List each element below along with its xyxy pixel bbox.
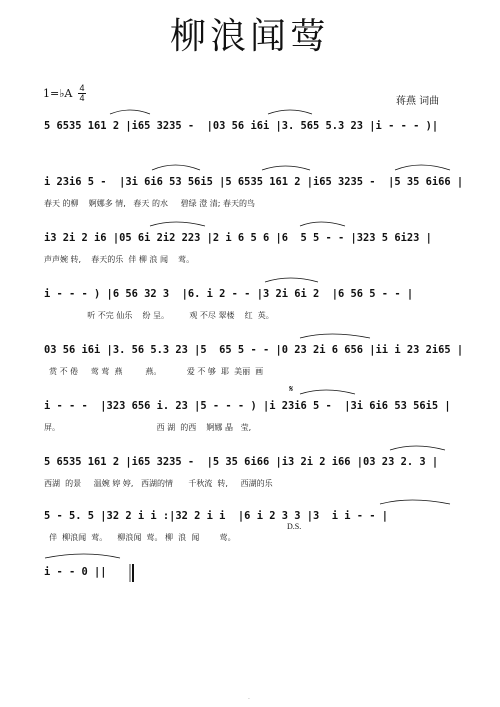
score-row-5 xyxy=(44,344,464,382)
score-row-6 xyxy=(44,400,464,438)
slur-arc xyxy=(390,446,445,450)
lyrics-row-5: 赏 不 倦 莺 莺 燕 燕。 爱 不 够 耶 美丽 画 xyxy=(44,367,264,376)
lyrics-row-8: 伴 柳浪闻 莺。 柳浪闻 莺。 柳 浪 闻 莺。 xyxy=(44,533,236,542)
score-row-3 xyxy=(44,232,464,270)
notes-row-4: i - - - ) |6 56 32 3 |6. i 2 - - |3 2i 6i 2 |6 56 5 - - | xyxy=(44,288,414,300)
slur-arc xyxy=(380,500,450,504)
notes-row-1: 5 6535 161 2 |i65 3235 - |03 56 i6i |3. 565 5.3 23 |i - - - )| xyxy=(44,120,439,132)
footer-mark: . xyxy=(248,694,250,701)
time-signature-bottom: 4 xyxy=(79,93,85,103)
lyrics-row-4: 听 不完 仙乐 纷 呈。 观 不尽 翠楼 红 英。 xyxy=(44,311,274,320)
time-signature xyxy=(78,84,86,103)
score-row-9 xyxy=(44,566,464,604)
notes-row-5: 03 56 i6i |3. 56 5.3 23 |5 65 5 - - |0 23 2i 6 656 |ii i 23 2i65 | xyxy=(44,344,464,356)
slur-arc xyxy=(45,554,120,558)
author-credit: 蒋燕 词曲 xyxy=(396,96,440,107)
slur-arc xyxy=(268,110,312,114)
lyrics-row-2: 春天 的柳 婀娜多 情, 春天 的水 碧绿 澄 清; 春天的鸟 xyxy=(44,199,256,208)
slur-arc xyxy=(262,166,310,170)
score-row-2 xyxy=(44,176,464,214)
slur-arc xyxy=(152,165,200,170)
lyrics-row-6: 屏。 西 湖 的西 婀娜 晶 莹, xyxy=(44,423,252,432)
notes-row-9: i - - 0 || xyxy=(44,566,107,578)
lyrics-row-7: 西湖 的景 温婉 婷 婷, 西湖的情 千秋流 转, 西湖的乐 xyxy=(44,479,273,488)
time-signature-top: 4 xyxy=(79,83,85,93)
notes-row-8: 5 - 5. 5 |32 2 i i :|32 2 i i |6 i 2 3 3 |3 i i - - | xyxy=(44,510,389,522)
notes-row-2: i 23i6 5 - |3i 6i6 53 56i5 |5 6535 161 2 |i65 3235 - |5 35 6i66 | xyxy=(44,176,464,188)
slur-arc xyxy=(395,165,450,170)
slur-arc xyxy=(265,278,318,282)
notes-row-7: 5 6535 161 2 |i65 3235 - |5 35 6i66 |i3 2i 2 i66 |03 23 2. 3 | xyxy=(44,456,439,468)
slur-arc xyxy=(300,222,345,226)
lyrics-row-3: 声声婉 转, 春天的乐 伴 柳 浪 闻 莺。 xyxy=(44,255,195,264)
segno-sign: 𝄋 xyxy=(289,384,294,395)
slur-arc xyxy=(300,390,355,394)
key-signature: 1=♭A xyxy=(43,87,73,100)
score-row-7 xyxy=(44,456,464,494)
score-row-8 xyxy=(44,510,464,548)
score-row-4 xyxy=(44,288,464,326)
score-title: 柳浪闻莺 xyxy=(169,16,330,57)
score-row-1 xyxy=(44,120,464,158)
slur-arc xyxy=(110,110,150,114)
notes-row-3: i3 2i 2 i6 |05 6i 2i2 223 |2 i 6 5 6 |6 5 5 - - |323 5 6i23 | xyxy=(44,232,432,244)
ds-marking: D.S. xyxy=(287,522,302,531)
slur-arc xyxy=(300,334,370,338)
slur-arc xyxy=(150,222,205,226)
notes-row-6: i - - - |323 656 i. 23 |5 - - - ) |i 23i6 5 - |3i 6i6 53 56i5 | xyxy=(44,400,451,412)
